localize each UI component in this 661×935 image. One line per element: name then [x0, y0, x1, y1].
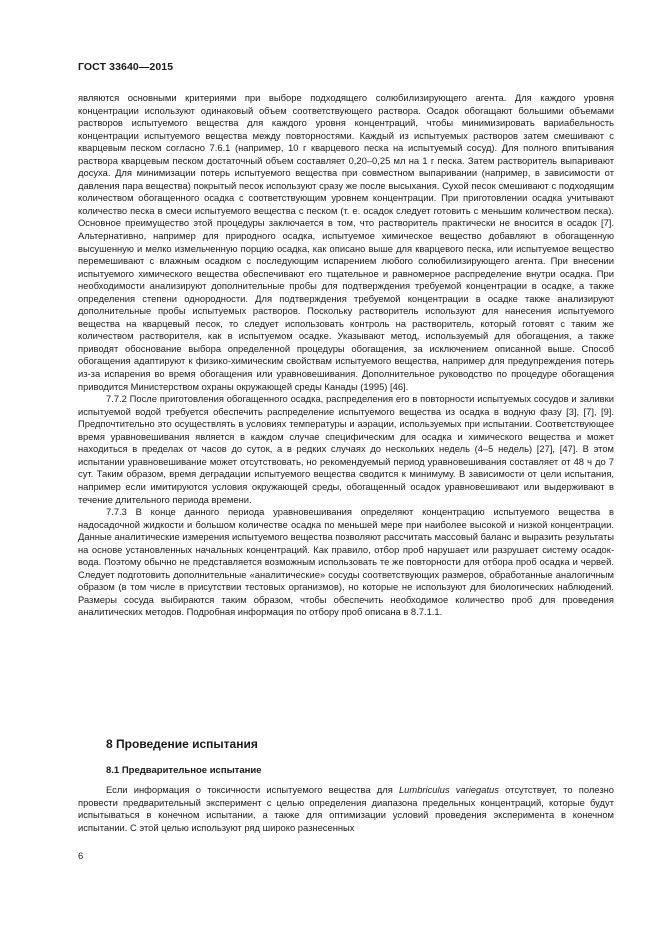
subsection-heading: 8.1 Предварительное испытание: [106, 765, 262, 776]
paragraph-preliminary-test: [78, 784, 614, 834]
paragraph-text-start: Если информация о токсичности испытуемого вещества для: [106, 784, 399, 795]
paragraph-7-7-2: 7.7.2 После приготовления обогащенного осадка, распределения его в повторности испытуемых сосудов и заливки испытуемой водой требуется обеспечить распределение испытуемого вещества из осадка в водную фазу [3], [7], [9]. Предпочтительно это осуществлять в условиях температуры и аэрации, используемых при испытании. Соответствующее время уравновешивания является в каждом случае специфическим для осадка и химического вещества и может находиться в пределах от часов до суток, а в редких случаях до нескольких недель (4–5 недель) [27], [47]. В этом испытании уравновешивание может отсутствовать, но рекомендуемый период уравновешивания составляет от 48 ч до 7 сут. Таким образом, время деградации испытуемого вещества сводится к минимуму. В зависимости от цели испытания, например если имитируются условия окружающей среды, обогащенный осадок уравновешивают или выдерживают в течение длительного периода времени.: [78, 393, 614, 505]
body-text: [78, 92, 614, 619]
section-heading: 8 Проведение испытания: [106, 737, 258, 751]
species-name: Lumbriculus variegatus: [398, 784, 499, 795]
page-number: 6: [78, 851, 84, 862]
paragraph-text-end: отсутствует, то полезно провести предварительный эксперимент с целью определения диапазона предельных концентраций, которые будут испытываться в конечном испытании, а также для оптимизации условий проведения эксперимента в конечном испытании. С этой целью используют ряд широко разнесенных: [78, 784, 615, 833]
paragraph-spiking-procedure: являются основными критериями при выборе подходящего солюбилизирующего агента. Для каждого уровня концентрации используют одинаковый объем соответствующего раствора. Осадок обогащают большими объемами растворов испытуемого вещества для каждого уровня концентраций, чтобы минимизировать вариабельность концентрации испытуемого вещества между повторностями. Каждый из испытуемых растворов затем смешивают с кварцевым песком согласно 7.6.1 (например, 10 г кварцевого песка на испытуемый сосуд). Для полного впитывания раствора кварцевым песком достаточный объем составляет 0,20–0,25 мл на 1 г песка. Затем растворитель выпаривают досуха. Для минимизации потерь испытуемого вещества при совместном выпаривании (например, в зависимости от давления пара вещества) покрытый песок используют сразу же после высыхания. Сухой песок смешивают с подходящим количеством обогащенного осадка с соответствующим уровнем концентрации. При приготовлении осадка учитывают количество песка в смеси испытуемого вещества с песком (т. е. осадок следует готовить с меньшим количеством песка). Основное преимущество этой процедуры заключается в том, что растворитель практически не вносится в осадок [7]. Альтернативно, например для природного осадка, испытуемое химическое вещество добавляют в обогащенную высушенную и мелко измельченную порцию осадка, как описано выше для кварцевого песка, или испытуемое вещество перемешивают с влажным осадком с последующим испарением любого солюбилизирующего агента. При внесении испытуемого химического вещества обеспечивают его тщательное и равномерное распределение внутри осадка. При необходимости анализируют дополнительные пробы для подтверждения требуемой концентрации в осадке, а также определения степени однородности. Для подтверждения требуемой концентрации в осадке также анализируют дополнительные пробы испытуемых растворов. Поскольку растворитель используют для нанесения испытуемого вещества на кварцевый песок, то следует использовать контроль на растворитель, который готовят с таким же количеством растворителя, как в испытуемом осадке. Указывают метод, используемый для обогащения, а также приводят обоснование выбора определенной процедуры обогащения, за исключением описанной выше. Способ обогащения адаптируют к физико-химическим свойствам испытуемого вещества, например для предупреждения потерь из-за испарения во время обогащения или уравновешивания. Дополнительное руководство по процедуре обогащения приводится Министерством охраны окружающей среды Канады (1995) [46].: [78, 92, 614, 392]
body-text-section-8: [78, 784, 614, 834]
document-header: ГОСТ 33640—2015: [78, 61, 174, 73]
paragraph-7-7-3: 7.7.3 В конце данного периода уравновешивания определяют концентрацию испытуемого вещества в надосадочной жидкости и большом количестве осадка по меньшей мере при наиболее высокой и низкой концентрации. Данные аналитические измерения испытуемого вещества позволяют рассчитать массовый баланс и выразить результаты на основе установленных начальных концентраций. Как правило, отбор проб нарушает или разрушает систему осадок-вода. Поэтому обычно не представляется возможным использовать те же повторности для отбора проб осадка и червей. Следует подготовить дополнительные «аналитические» сосуды соответствующих размеров, обработанные аналогичным образом (в том числе в присутствии тестовых организмов), но которые не используют для биологических наблюдений. Размеры сосуда выбираются таким образом, чтобы обеспечить необходимое количество проб для проведения аналитических методов. Подробная информация по отбору проб описана в 8.7.1.1.: [78, 506, 615, 618]
